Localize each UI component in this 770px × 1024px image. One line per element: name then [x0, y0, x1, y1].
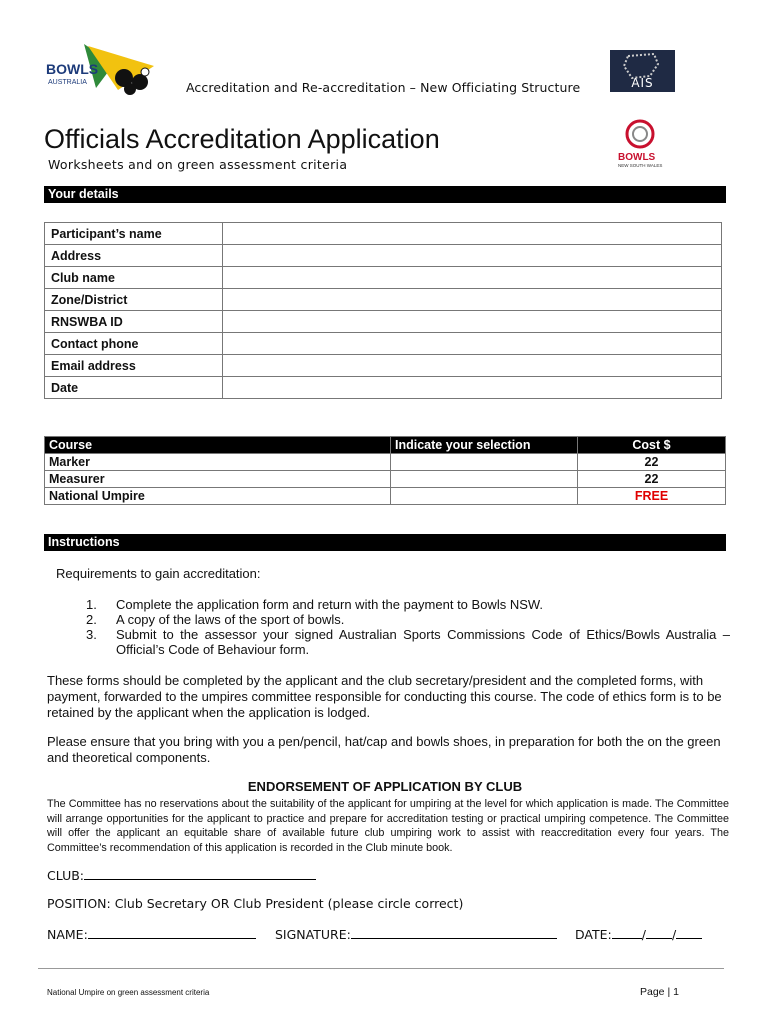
list-item [86, 597, 730, 612]
requirements-list [86, 597, 730, 657]
forms-paragraph: These forms should be completed by the applicant and the club secretary/president and the completed forms, with payment, forwarded to the umpires committee responsible for conducting this course. The code of ethics form is to be retained by the applicant when the application is lodged. [47, 673, 722, 720]
list-number: 3. [86, 627, 97, 642]
course-table-header [45, 437, 726, 454]
equipment-paragraph: Please ensure that you bring with you a pen/pencil, hat/cap and bowls shoes, in preparation for both the on the green and theoretical components. [47, 734, 721, 765]
list-text: Complete the application form and return with the payment to Bowls NSW. [116, 597, 544, 612]
name-label: NAME: [47, 927, 88, 942]
list-number: 1. [86, 597, 97, 612]
details-row [45, 223, 722, 245]
requirements-lead: Requirements to gain accreditation: [56, 566, 261, 581]
details-row [45, 311, 722, 333]
ais-logo [610, 50, 675, 92]
bowls-nsw-logo [612, 116, 672, 172]
club-input-line[interactable] [84, 867, 316, 880]
participant-name-field[interactable] [223, 223, 722, 245]
signature-line [275, 926, 557, 942]
course-name: National Umpire [45, 488, 391, 505]
name-line [47, 926, 256, 942]
date-month-line[interactable] [646, 926, 672, 939]
details-row [45, 289, 722, 311]
bowls-australia-logo [44, 44, 160, 96]
details-row [45, 377, 722, 399]
footer-divider [38, 968, 724, 969]
your-details-heading: Your details [44, 186, 726, 203]
course-header: Course [45, 437, 391, 454]
club-name-field[interactable] [223, 267, 722, 289]
details-label: Address [45, 245, 223, 267]
club-label: CLUB: [47, 868, 85, 883]
course-row [45, 471, 726, 488]
course-cost-free: FREE [578, 488, 726, 505]
date-day-line[interactable] [612, 926, 642, 939]
email-address-field[interactable] [223, 355, 722, 377]
position-line: POSITION: Club Secretary OR Club President (please circle correct) [47, 896, 464, 911]
list-text: Submit to the assessor your signed Australian Sports Commissions Code of Ethics/Bowls Australia – Official’s Code of Behaviour form. [116, 627, 730, 657]
page-subtitle: Worksheets and on green assessment criteria [48, 157, 348, 172]
date-label: DATE: [575, 927, 612, 942]
course-cost: 22 [578, 471, 726, 488]
contact-phone-field[interactable] [223, 333, 722, 355]
top-subtitle: Accreditation and Re-accreditation – New Officiating Structure [186, 80, 581, 95]
details-label: Zone/District [45, 289, 223, 311]
course-name: Marker [45, 454, 391, 471]
details-row [45, 267, 722, 289]
marker-selection-field[interactable] [391, 454, 578, 471]
ais-logo-text: AIS [631, 76, 654, 90]
signature-input-line[interactable] [351, 926, 557, 939]
details-label: RNSWBA ID [45, 311, 223, 333]
page-title: Officials Accreditation Application [44, 124, 440, 154]
list-number: 2. [86, 612, 97, 627]
details-label: Email address [45, 355, 223, 377]
rnswba-id-field[interactable] [223, 311, 722, 333]
course-row [45, 454, 726, 471]
club-line [47, 867, 316, 883]
list-item [86, 612, 730, 627]
details-label: Contact phone [45, 333, 223, 355]
zone-district-field[interactable] [223, 289, 722, 311]
name-input-line[interactable] [88, 926, 256, 939]
address-field[interactable] [223, 245, 722, 267]
signature-label: SIGNATURE: [275, 927, 351, 942]
details-row [45, 245, 722, 267]
date-field[interactable] [223, 377, 722, 399]
details-label: Participant’s name [45, 223, 223, 245]
page-number: Page | 1 [640, 986, 679, 998]
endorsement-title: ENDORSEMENT OF APPLICATION BY CLUB [247, 779, 523, 794]
details-label: Club name [45, 267, 223, 289]
course-name: Measurer [45, 471, 391, 488]
date-separator: / [671, 927, 677, 942]
date-year-line[interactable] [676, 926, 702, 939]
svg-text:BOWLS: BOWLS [46, 61, 99, 77]
list-item [86, 627, 730, 657]
endorsement-text: The Committee has no reservations about the suitability of the applicant for umpiring at the level for which application is made. The Committee will arrange opportunities for the applicant to practice and prepare for accreditation testing or practical umpiring competence. The Committee will offer the applicant an equitable share of available future club umpiring work to assist with reaccreditation every four years. The Committee’s recommendation of this application is recorded in the Club minute book. [47, 798, 729, 854]
date-line [575, 926, 702, 942]
national-umpire-selection-field[interactable] [391, 488, 578, 505]
cost-header: Cost $ [578, 437, 726, 454]
svg-text:NEW SOUTH WALES: NEW SOUTH WALES [618, 163, 663, 168]
course-row [45, 488, 726, 505]
footer-text: National Umpire on green assessment criteria [47, 988, 210, 997]
measurer-selection-field[interactable] [391, 471, 578, 488]
course-cost: 22 [578, 454, 726, 471]
svg-text:AUSTRALIA: AUSTRALIA [48, 79, 87, 86]
date-separator: / [641, 927, 646, 942]
details-row [45, 355, 722, 377]
course-table [44, 436, 726, 505]
selection-header: Indicate your selection [391, 437, 578, 454]
list-text: A copy of the laws of the sport of bowls. [116, 612, 345, 627]
instructions-heading: Instructions [44, 534, 726, 551]
details-label: Date [45, 377, 223, 399]
details-row [45, 333, 722, 355]
details-table [44, 222, 722, 399]
svg-text:BOWLS: BOWLS [618, 152, 656, 163]
